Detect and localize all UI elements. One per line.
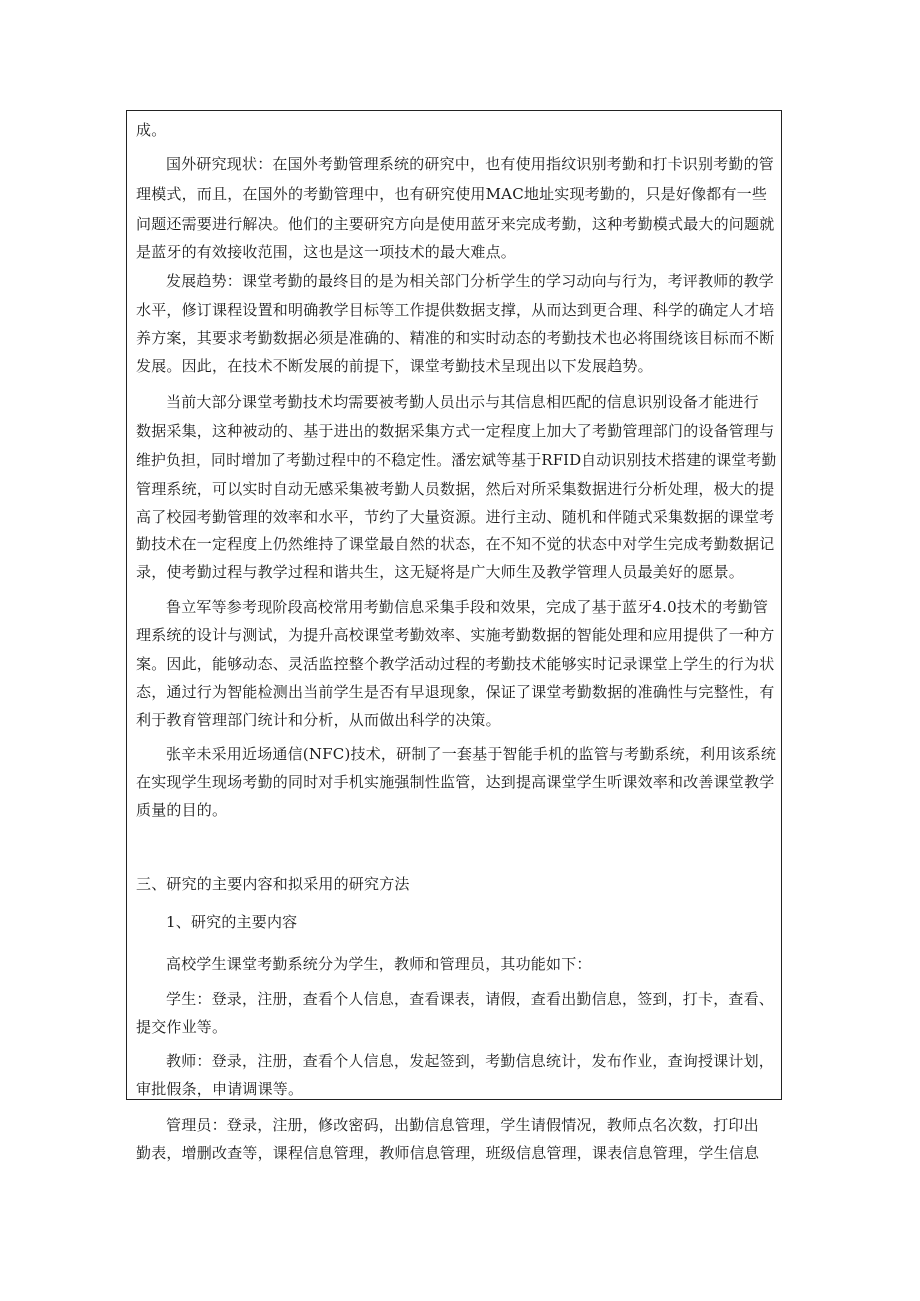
text-line: 审批假条，申请调课等。	[136, 1080, 304, 1098]
text-line: 水平，修订课程设置和明确教学目标等工作提供数据支撑，从而达到更合理、科学的确定人才培	[136, 301, 775, 319]
text-line: 理系统的设计与测试，为提升高校课堂考勤效率、实施考勤数据的智能处理和应用提供了一种方	[136, 626, 775, 644]
text-line: 教师：登录，注册，查看个人信息，发起签到，考勤信息统计，发布作业，查询授课计划，	[166, 1052, 775, 1070]
text-line: 当前大部分课堂考勤技术均需要被考勤人员出示与其信息相匹配的信息识别设备才能进行	[166, 393, 759, 411]
text-line: 录，使考勤过程与教学过程和谐共生，这无疑将是广大师生及教学管理人员最美好的愿景。	[136, 563, 745, 581]
text-line: 高校学生课堂考勤系统分为学生，教师和管理员，其功能如下：	[166, 955, 592, 973]
text-line: 发展。因此，在技术不断发展的前提下，课堂考勤技术呈现出以下发展趋势。	[136, 357, 653, 375]
text-line: 提交作业等。	[136, 1018, 228, 1036]
text-line: 勤技术在一定程度上仍然维持了课堂最自然的状态，在不知不觉的状态中对学生完成考勤数据记	[136, 535, 775, 553]
text-line: 数据采集，这种被动的、基于进出的数据采集方式一定程度上加大了考勤管理部门的设备管理与	[136, 422, 775, 440]
text-line: 高了校园考勤管理的效率和水平，节约了大量资源。进行主动、随机和伴随式采集数据的课堂考	[136, 508, 775, 526]
text-line: 在实现学生现场考勤的同时对手机实施强制性监管，达到提高课堂学生听课效率和改善课堂教学	[136, 773, 775, 791]
text-line: 态，通过行为智能检测出当前学生是否有早退现象，保证了课堂考勤数据的准确性与完整性，有	[136, 683, 775, 701]
text-line: 勤表，增删改查等，课程信息管理，教师信息管理，班级信息管理，课表信息管理，学生信息	[136, 1144, 760, 1162]
text-line: 利于教育管理部门统计和分析，从而做出科学的决策。	[136, 711, 501, 729]
text-line: 国外研究现状：在国外考勤管理系统的研究中，也有使用指纹识别考勤和打卡识别考勤的管	[166, 155, 775, 173]
text-line: 养方案，其要求考勤数据必须是准确的、精准的和实时动态的考勤技术也必将围绕该目标而不断	[136, 329, 775, 347]
subsection-heading: 1、研究的主要内容	[166, 913, 298, 931]
text-line: 是蓝牙的有效接收范围，这也是这一项技术的最大难点。	[136, 243, 517, 261]
text-line: 发展趋势：课堂考勤的最终目的是为相关部门分析学生的学习动向与行为，考评教师的教学	[166, 272, 775, 290]
text-line: 管理系统，可以实时自动无感采集被考勤人员数据，然后对所采集数据进行分析处理，极大的提	[136, 480, 775, 498]
text-line: 质量的目的。	[136, 801, 228, 819]
text-line: 理模式，而且，在国外的考勤管理中，也有研究使用MAC地址实现考勤的，只是好像都有一些	[136, 185, 768, 203]
text-line: 维护负担，同时增加了考勤过程中的不稳定性。潘宏斌等基于RFID自动识别技术搭建的课堂考勤	[136, 451, 777, 469]
section-heading: 三、研究的主要内容和拟采用的研究方法	[136, 875, 410, 893]
text-line: 张辛未采用近场通信(NFC)技术，研制了一套基于智能手机的监管与考勤系统，利用该系统	[166, 745, 777, 763]
text-line: 案。因此，能够动态、灵活监控整个教学活动过程的考勤技术能够实时记录课堂上学生的行为状	[136, 655, 775, 673]
text-line: 管理员：登录，注册，修改密码，出勤信息管理，学生请假情况，教师点名次数，打印出	[166, 1116, 759, 1134]
text-line: 问题还需要进行解决。他们的主要研究方向是使用蓝牙来完成考勤，这种考勤模式最大的问题就	[136, 215, 775, 233]
text-line: 鲁立军等参考现阶段高校常用考勤信息采集手段和效果，完成了基于蓝牙4.0技术的考勤管	[166, 598, 769, 616]
text-line: 学生：登录，注册，查看个人信息，查看课表，请假，查看出勤信息，签到，打卡，查看、	[166, 990, 775, 1008]
text-line: 成。	[136, 121, 167, 139]
